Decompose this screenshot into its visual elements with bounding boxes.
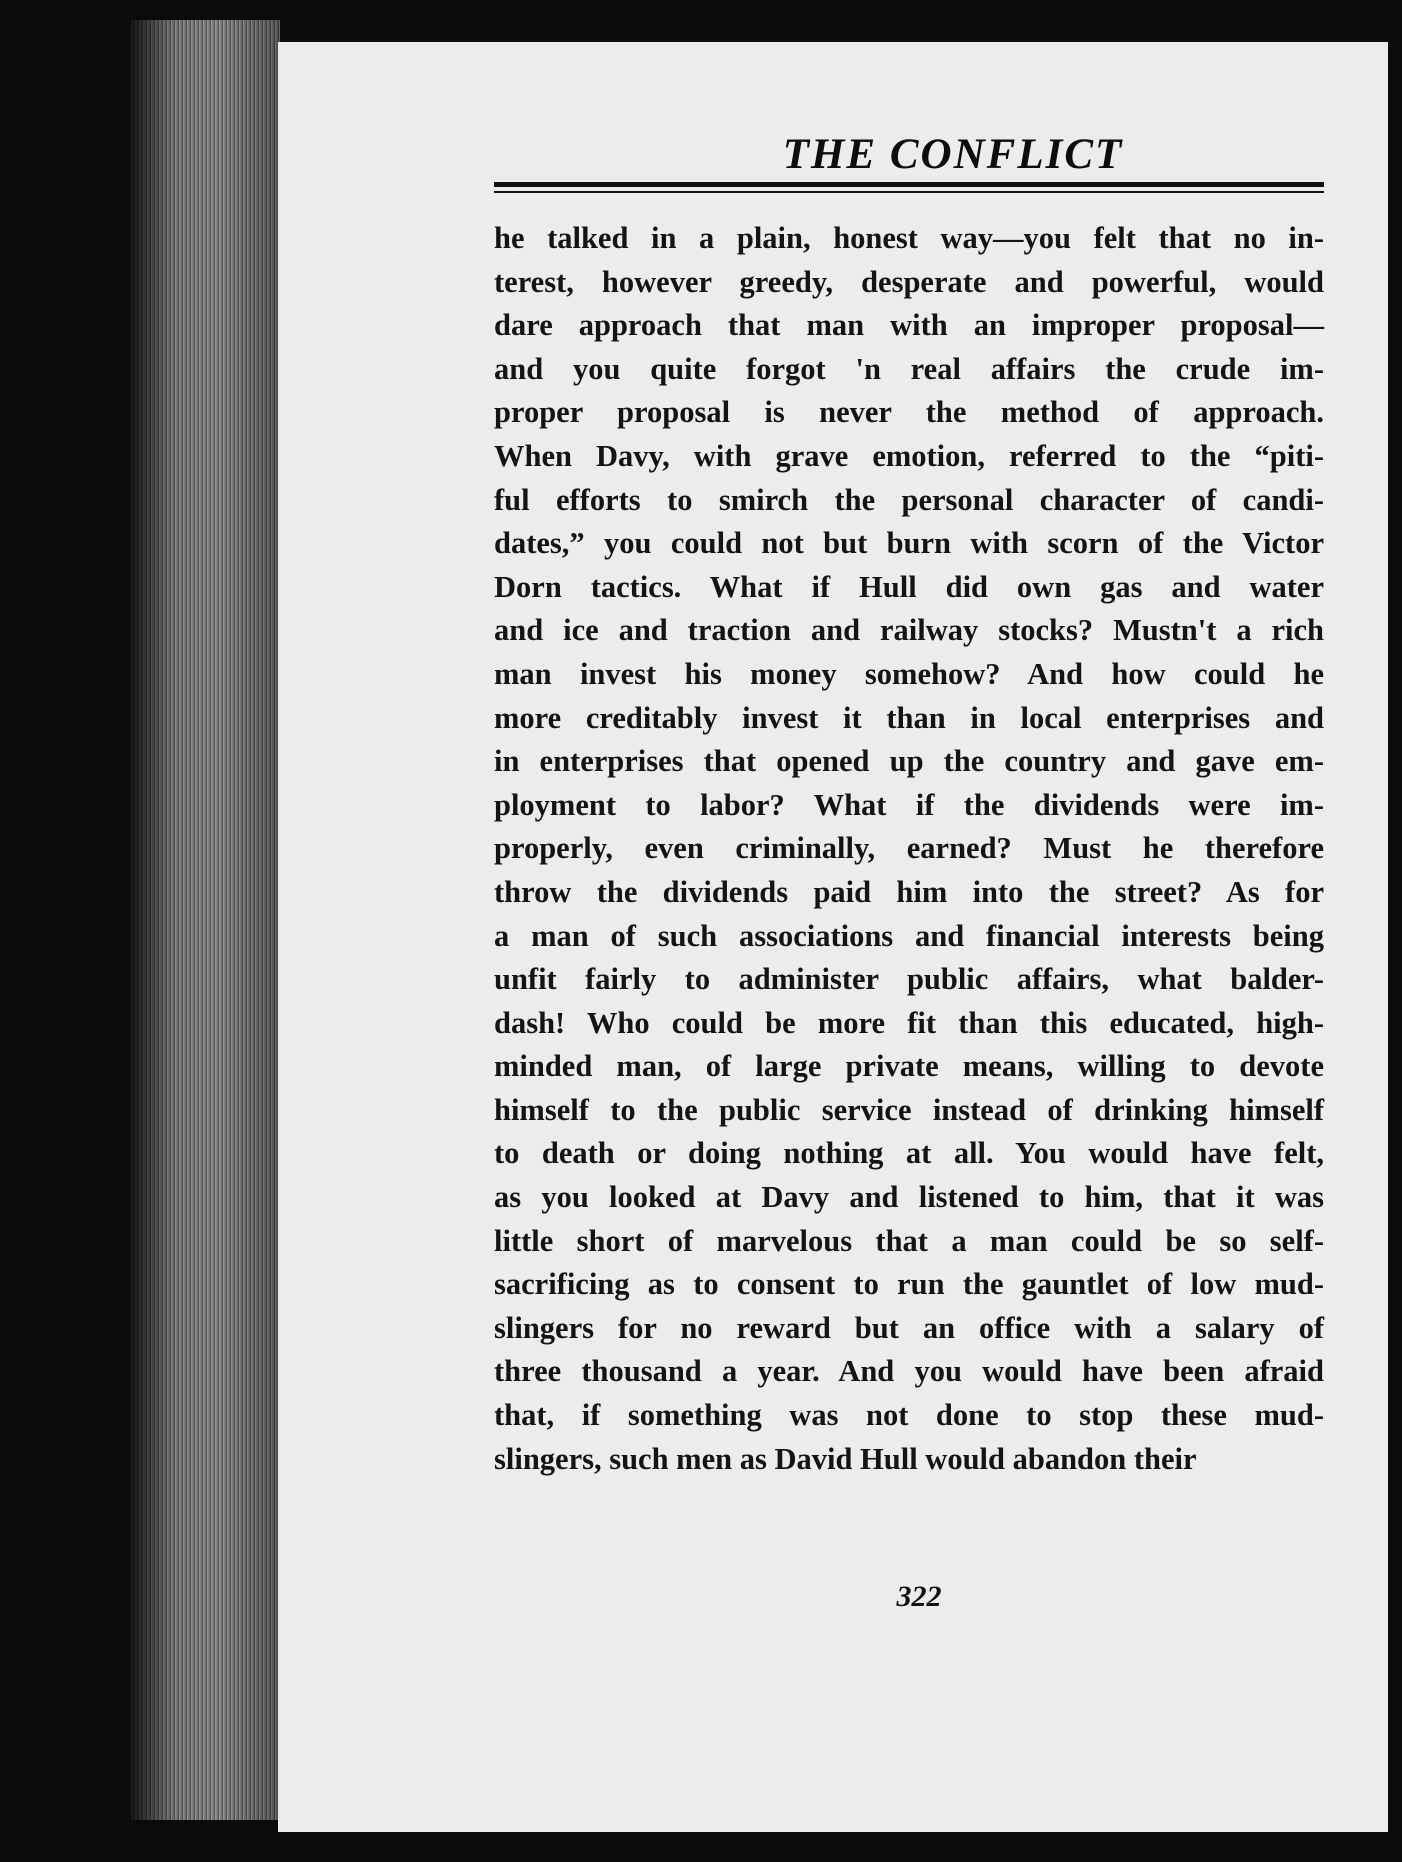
text-line: Dorn tactics. What if Hull did own gas and water [494, 569, 1324, 604]
text-line: When Davy, with grave emotion, referred to the “piti- [494, 438, 1324, 473]
header-rule-thick [494, 182, 1324, 187]
book-page [278, 42, 1388, 1832]
text-line: properly, even criminally, earned? Must he therefore [494, 831, 1324, 866]
text-line: slingers for no reward but an office with a salary of [494, 1310, 1324, 1345]
text-line: a man of such associations and financial interests being [494, 918, 1324, 953]
text-line: ful efforts to smirch the personal character of candi- [494, 482, 1324, 517]
text-line: throw the dividends paid him into the street? As for [494, 874, 1324, 909]
book-edge-shadow [130, 20, 280, 1820]
text-line: more creditably invest it than in local enterprises and [494, 700, 1324, 735]
text-line: unfit fairly to administer public affairs, what balder- [494, 962, 1324, 997]
text-line: sacrificing as to consent to run the gauntlet of low mud- [494, 1267, 1324, 1302]
text-line: dash! Who could be more fit than this educated, high- [494, 1005, 1324, 1040]
text-line: dare approach that man with an improper proposal— [494, 308, 1324, 343]
text-line: he talked in a plain, honest way—you felt that no in- [494, 221, 1324, 255]
text-line: to death or doing nothing at all. You would have felt, [494, 1136, 1324, 1171]
header-rule-thin [494, 191, 1324, 193]
text-line: minded man, of large private means, willing to devote [494, 1049, 1324, 1084]
page-number: 322 [896, 1580, 942, 1613]
text-line: man invest his money somehow? And how could he [494, 656, 1324, 691]
text-line: little short of marvelous that a man could be so self- [494, 1223, 1324, 1258]
text-line: proper proposal is never the method of approach. [494, 395, 1324, 430]
running-head: THE CONFLICT [782, 131, 1124, 178]
text-line: slingers, such men as David Hull would abandon their [494, 1441, 1197, 1476]
text-line: himself to the public service instead of drinking himself [494, 1092, 1324, 1127]
text-line: that, if something was not done to stop these mud- [494, 1398, 1324, 1433]
text-line: dates,” you could not but burn with scorn of the Victor [494, 526, 1324, 561]
text-line: ployment to labor? What if the dividends were im- [494, 787, 1324, 822]
text-line: and you quite forgot 'n real affairs the crude im- [494, 351, 1324, 386]
text-line: three thousand a year. And you would have been afraid [494, 1354, 1324, 1389]
text-line: as you looked at Davy and listened to him, that it was [494, 1180, 1324, 1215]
text-line: and ice and traction and railway stocks? Mustn't a rich [494, 613, 1324, 648]
body-text [494, 217, 1324, 1481]
text-line: terest, however greedy, desperate and powerful, would [494, 264, 1324, 299]
text-line: in enterprises that opened up the country and gave em- [494, 744, 1324, 779]
